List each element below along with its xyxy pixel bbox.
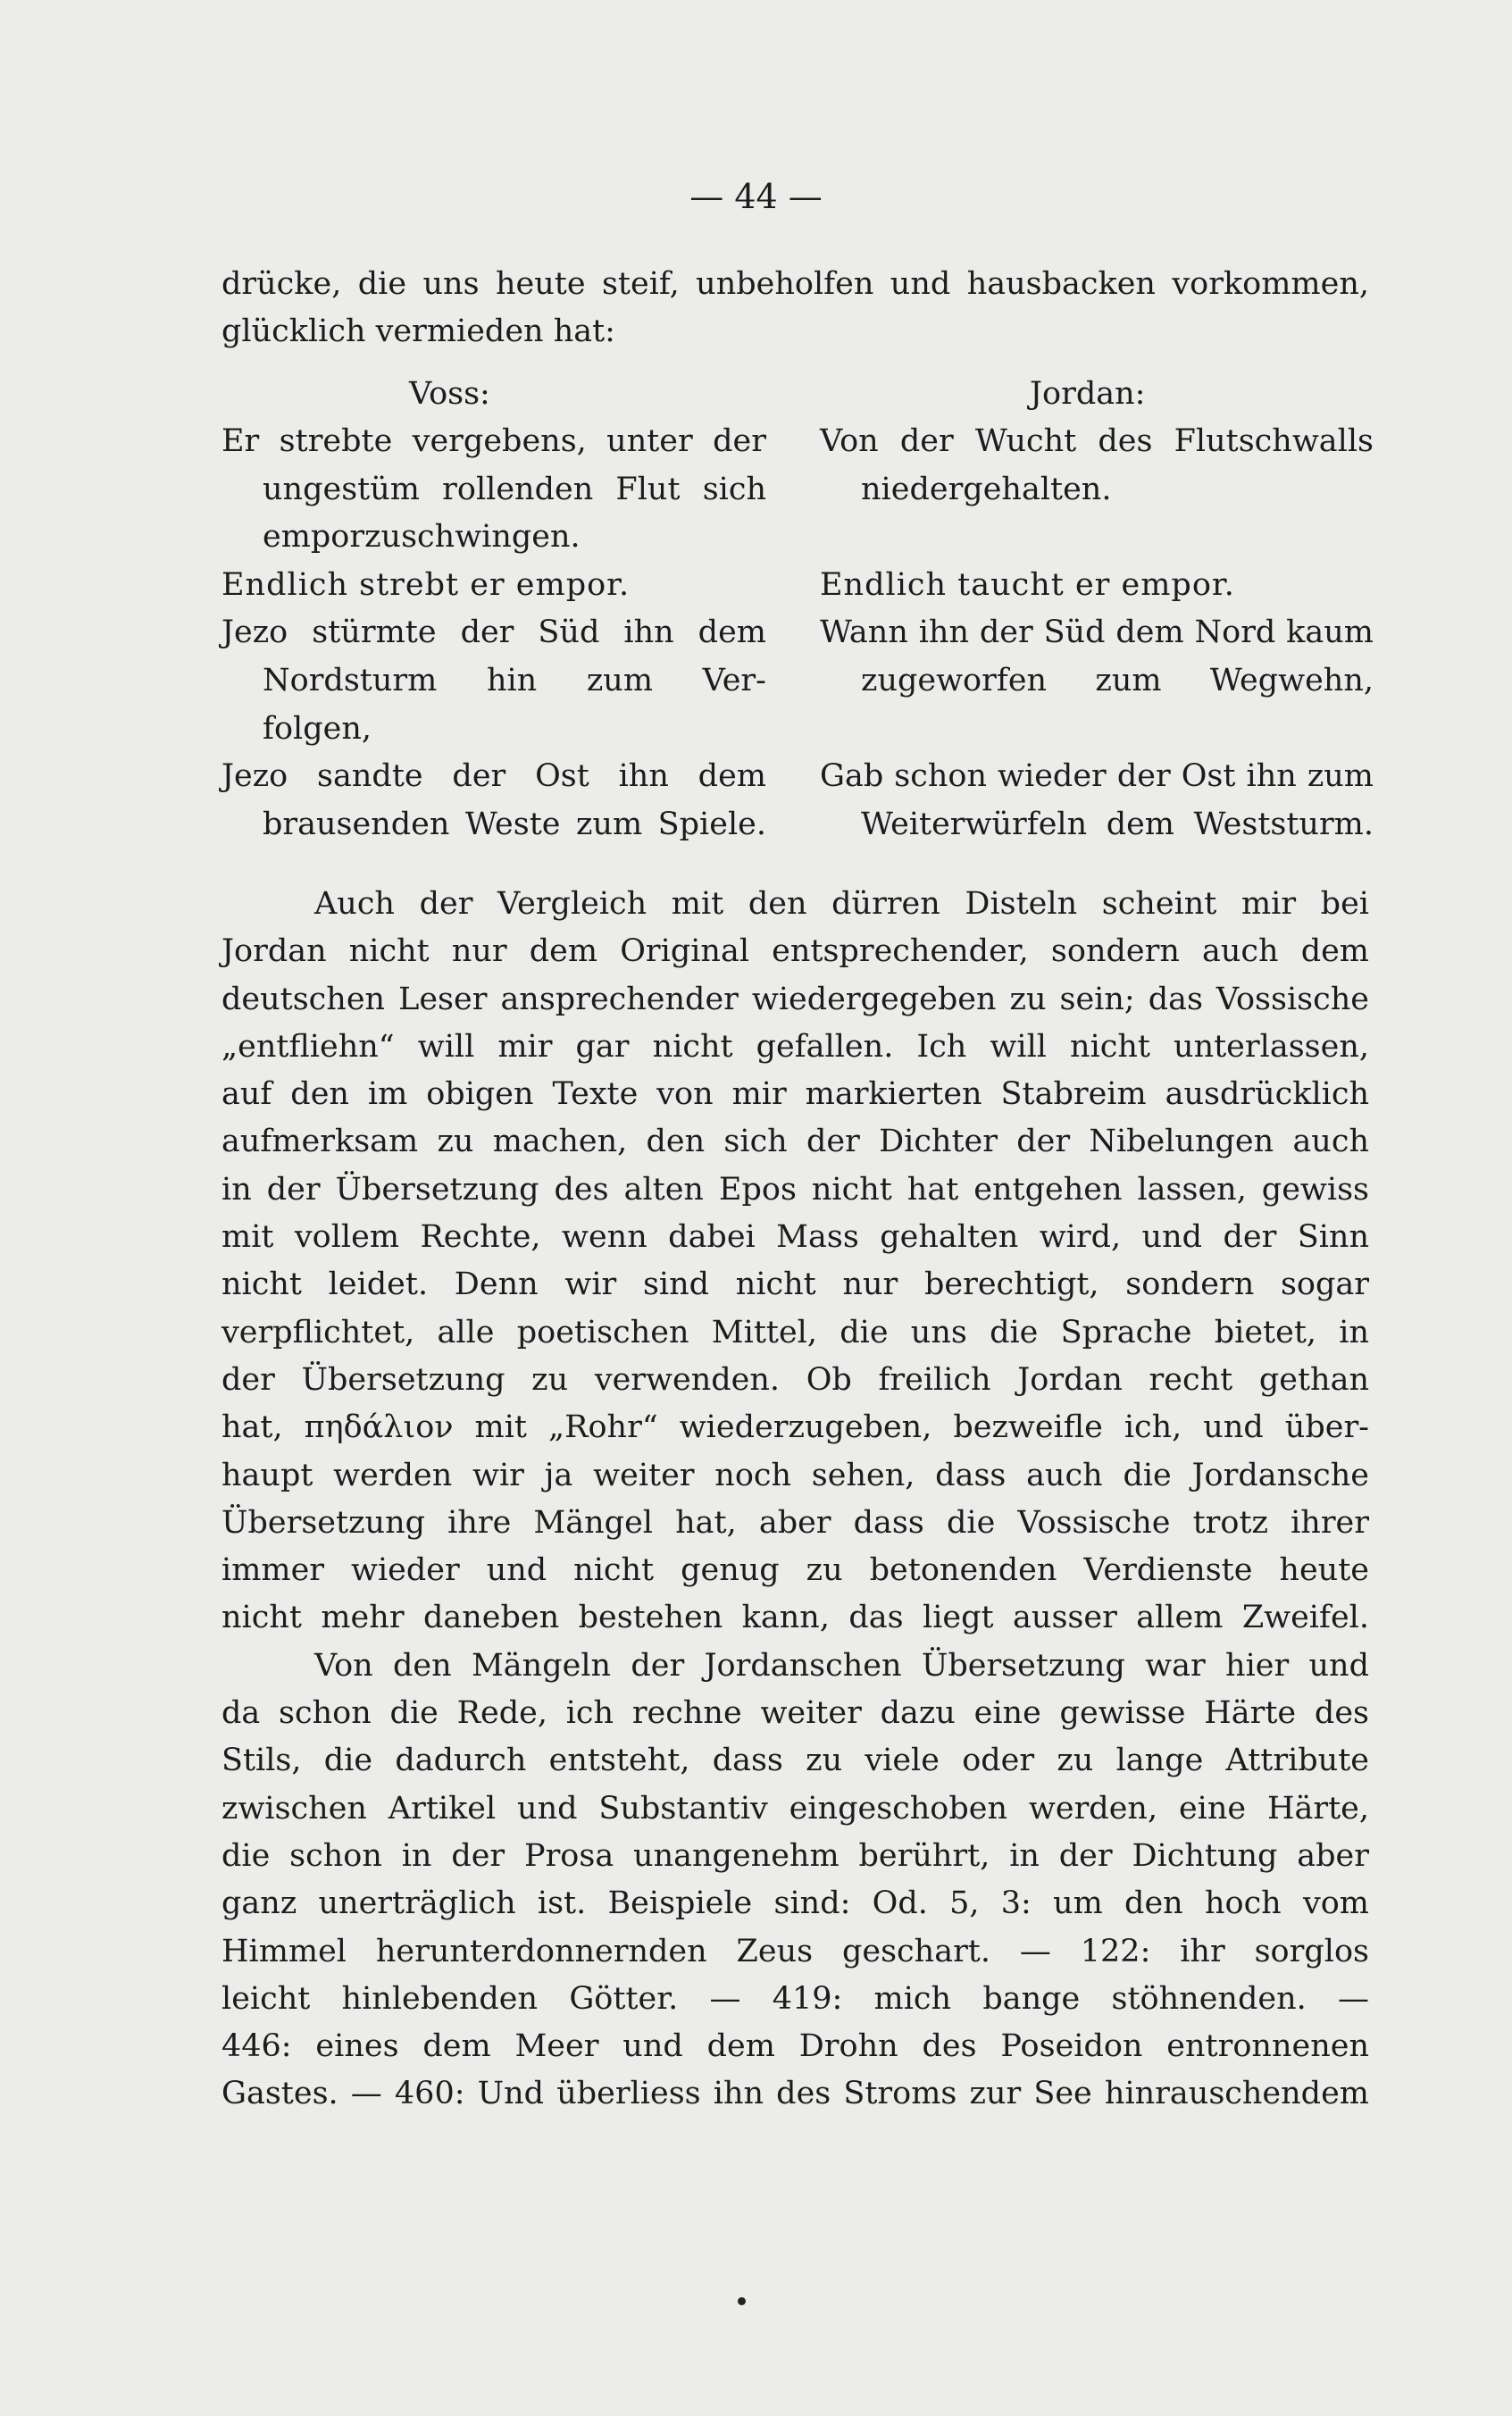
verse-line: Jezo sandte der Ost ihn dem — [221, 758, 766, 795]
verse-gap — [820, 706, 1374, 754]
verse-line: Weiterwürfeln dem Weststurm. — [861, 806, 1374, 842]
verse-line: Endlich strebt er empor. — [221, 566, 631, 603]
text-line: mit vollem Rechte, wenn dabei Mass gehalten wird, und der Sinn — [221, 1219, 1369, 1256]
text-line: Jordan nicht nur dem Original entsprechender, sondern auch dem — [221, 933, 1369, 970]
jordan-column — [820, 370, 1374, 849]
text-line: die schon in der Prosa unangenehm berührt, in der Dichtung aber — [221, 1837, 1369, 1874]
text-line: auf den im obigen Texte von mir markierten Stabreim ausdrücklich — [221, 1076, 1369, 1113]
verse-line: emporzuschwingen. — [263, 519, 581, 556]
text-line: deutschen Leser ansprechender wiedergegeben zu sein; das Vossische — [221, 981, 1369, 1017]
text-line: nicht leidet. Denn wir sind nicht nur berechtigt, sondern sogar — [221, 1267, 1369, 1303]
page-number: — 44 — — [689, 177, 823, 216]
verse-line: Von der Wucht des Flutschwalls — [820, 423, 1374, 459]
text-line: zwischen Artikel und Substantiv eingeschoben werden, eine Härte, — [221, 1790, 1369, 1827]
text-line: Übersetzung ihre Mängel hat, aber dass die Vossische trotz ihrer — [221, 1504, 1369, 1541]
text-line: Gastes. — 460: Und überliess ihn des Stroms zur See hinrauschendem — [221, 2076, 1369, 2112]
verse-gap — [820, 514, 1374, 562]
verse-line: folgen, — [263, 710, 372, 747]
text-line: da schon die Rede, ich rechne weiter dazu eine gewisse Härte des — [221, 1695, 1369, 1732]
verse-line: zugeworfen zum Wegwehn, — [861, 662, 1374, 698]
text-line: aufmerksam zu machen, den sich der Dichter der Nibelungen auch — [221, 1124, 1369, 1160]
ink-speck — [738, 2297, 746, 2305]
verse-line: niedergehalten. — [861, 471, 1112, 507]
verse-line: Wann ihn der Süd dem Nord kaum — [820, 614, 1374, 651]
text-line: hat, πηδάλιον mit „Rohr“ wiederzugeben, bezweifle ich, und über- — [221, 1409, 1369, 1446]
verse-line: Er strebte vergebens, unter der — [221, 423, 766, 459]
verse-line: brausenden Weste zum Spiele. — [263, 806, 766, 842]
verse-line: Jezo stürmte der Süd ihn dem — [221, 614, 766, 651]
text-line: glücklich vermieden hat: — [221, 313, 615, 350]
text-line: haupt werden wir ja weiter noch sehen, dass auch die Jordansche — [221, 1457, 1369, 1493]
voss-column — [221, 370, 766, 849]
text-line: ganz unerträglich ist. Beispiele sind: Od. 5, 3: um den hoch vom — [221, 1885, 1369, 1922]
text-line: nicht mehr daneben bestehen kann, das liegt ausser allem Zweifel. — [221, 1600, 1369, 1636]
text-line: 446: eines dem Meer und dem Drohn des Poseidon entronnenen — [221, 2028, 1369, 2065]
text-line: immer wieder und nicht genug zu betonenden Verdienste heute — [221, 1552, 1369, 1589]
text-line: leicht hinlebenden Götter. — 419: mich bange stöhnenden. — — [221, 1980, 1369, 2017]
text-line: Auch der Vergleich mit den dürren Disteln scheint mir bei — [314, 886, 1369, 922]
text-line: Von den Mängeln der Jordanschen Übersetzung war hier und — [314, 1647, 1369, 1684]
jordan-header: Jordan: — [1030, 376, 1146, 412]
verse-line: ungestüm rollenden Flut sich — [263, 471, 766, 507]
verse-line: Nordsturm hin zum Ver- — [263, 662, 766, 698]
text-line: Himmel herunterdonnernden Zeus geschart. — 122: ihr sorglos — [221, 1933, 1369, 1969]
verse-line: Gab schon wieder der Ost ihn zum — [820, 758, 1374, 795]
body-text — [221, 881, 1369, 2119]
text-line: „entfliehn“ will mir gar nicht gefallen. Ich will nicht unterlassen, — [221, 1028, 1369, 1065]
voss-header: Voss: — [409, 376, 490, 412]
intro-paragraph — [221, 261, 1369, 356]
verse-line: Endlich taucht er empor. — [820, 566, 1235, 603]
text-line: Stils, die dadurch entsteht, dass zu viele oder zu lange Attribute — [221, 1743, 1369, 1779]
text-line: drücke, die uns heute steif, unbeholfen und hausbacken vorkommen, — [221, 266, 1369, 302]
text-line: in der Übersetzung des alten Epos nicht hat entgehen lassen, gewiss — [221, 1171, 1369, 1208]
text-line: verpflichtet, alle poetischen Mittel, die uns die Sprache bietet, in — [221, 1314, 1369, 1350]
text-line: der Übersetzung zu verwenden. Ob freilich Jordan recht gethan — [221, 1361, 1369, 1398]
